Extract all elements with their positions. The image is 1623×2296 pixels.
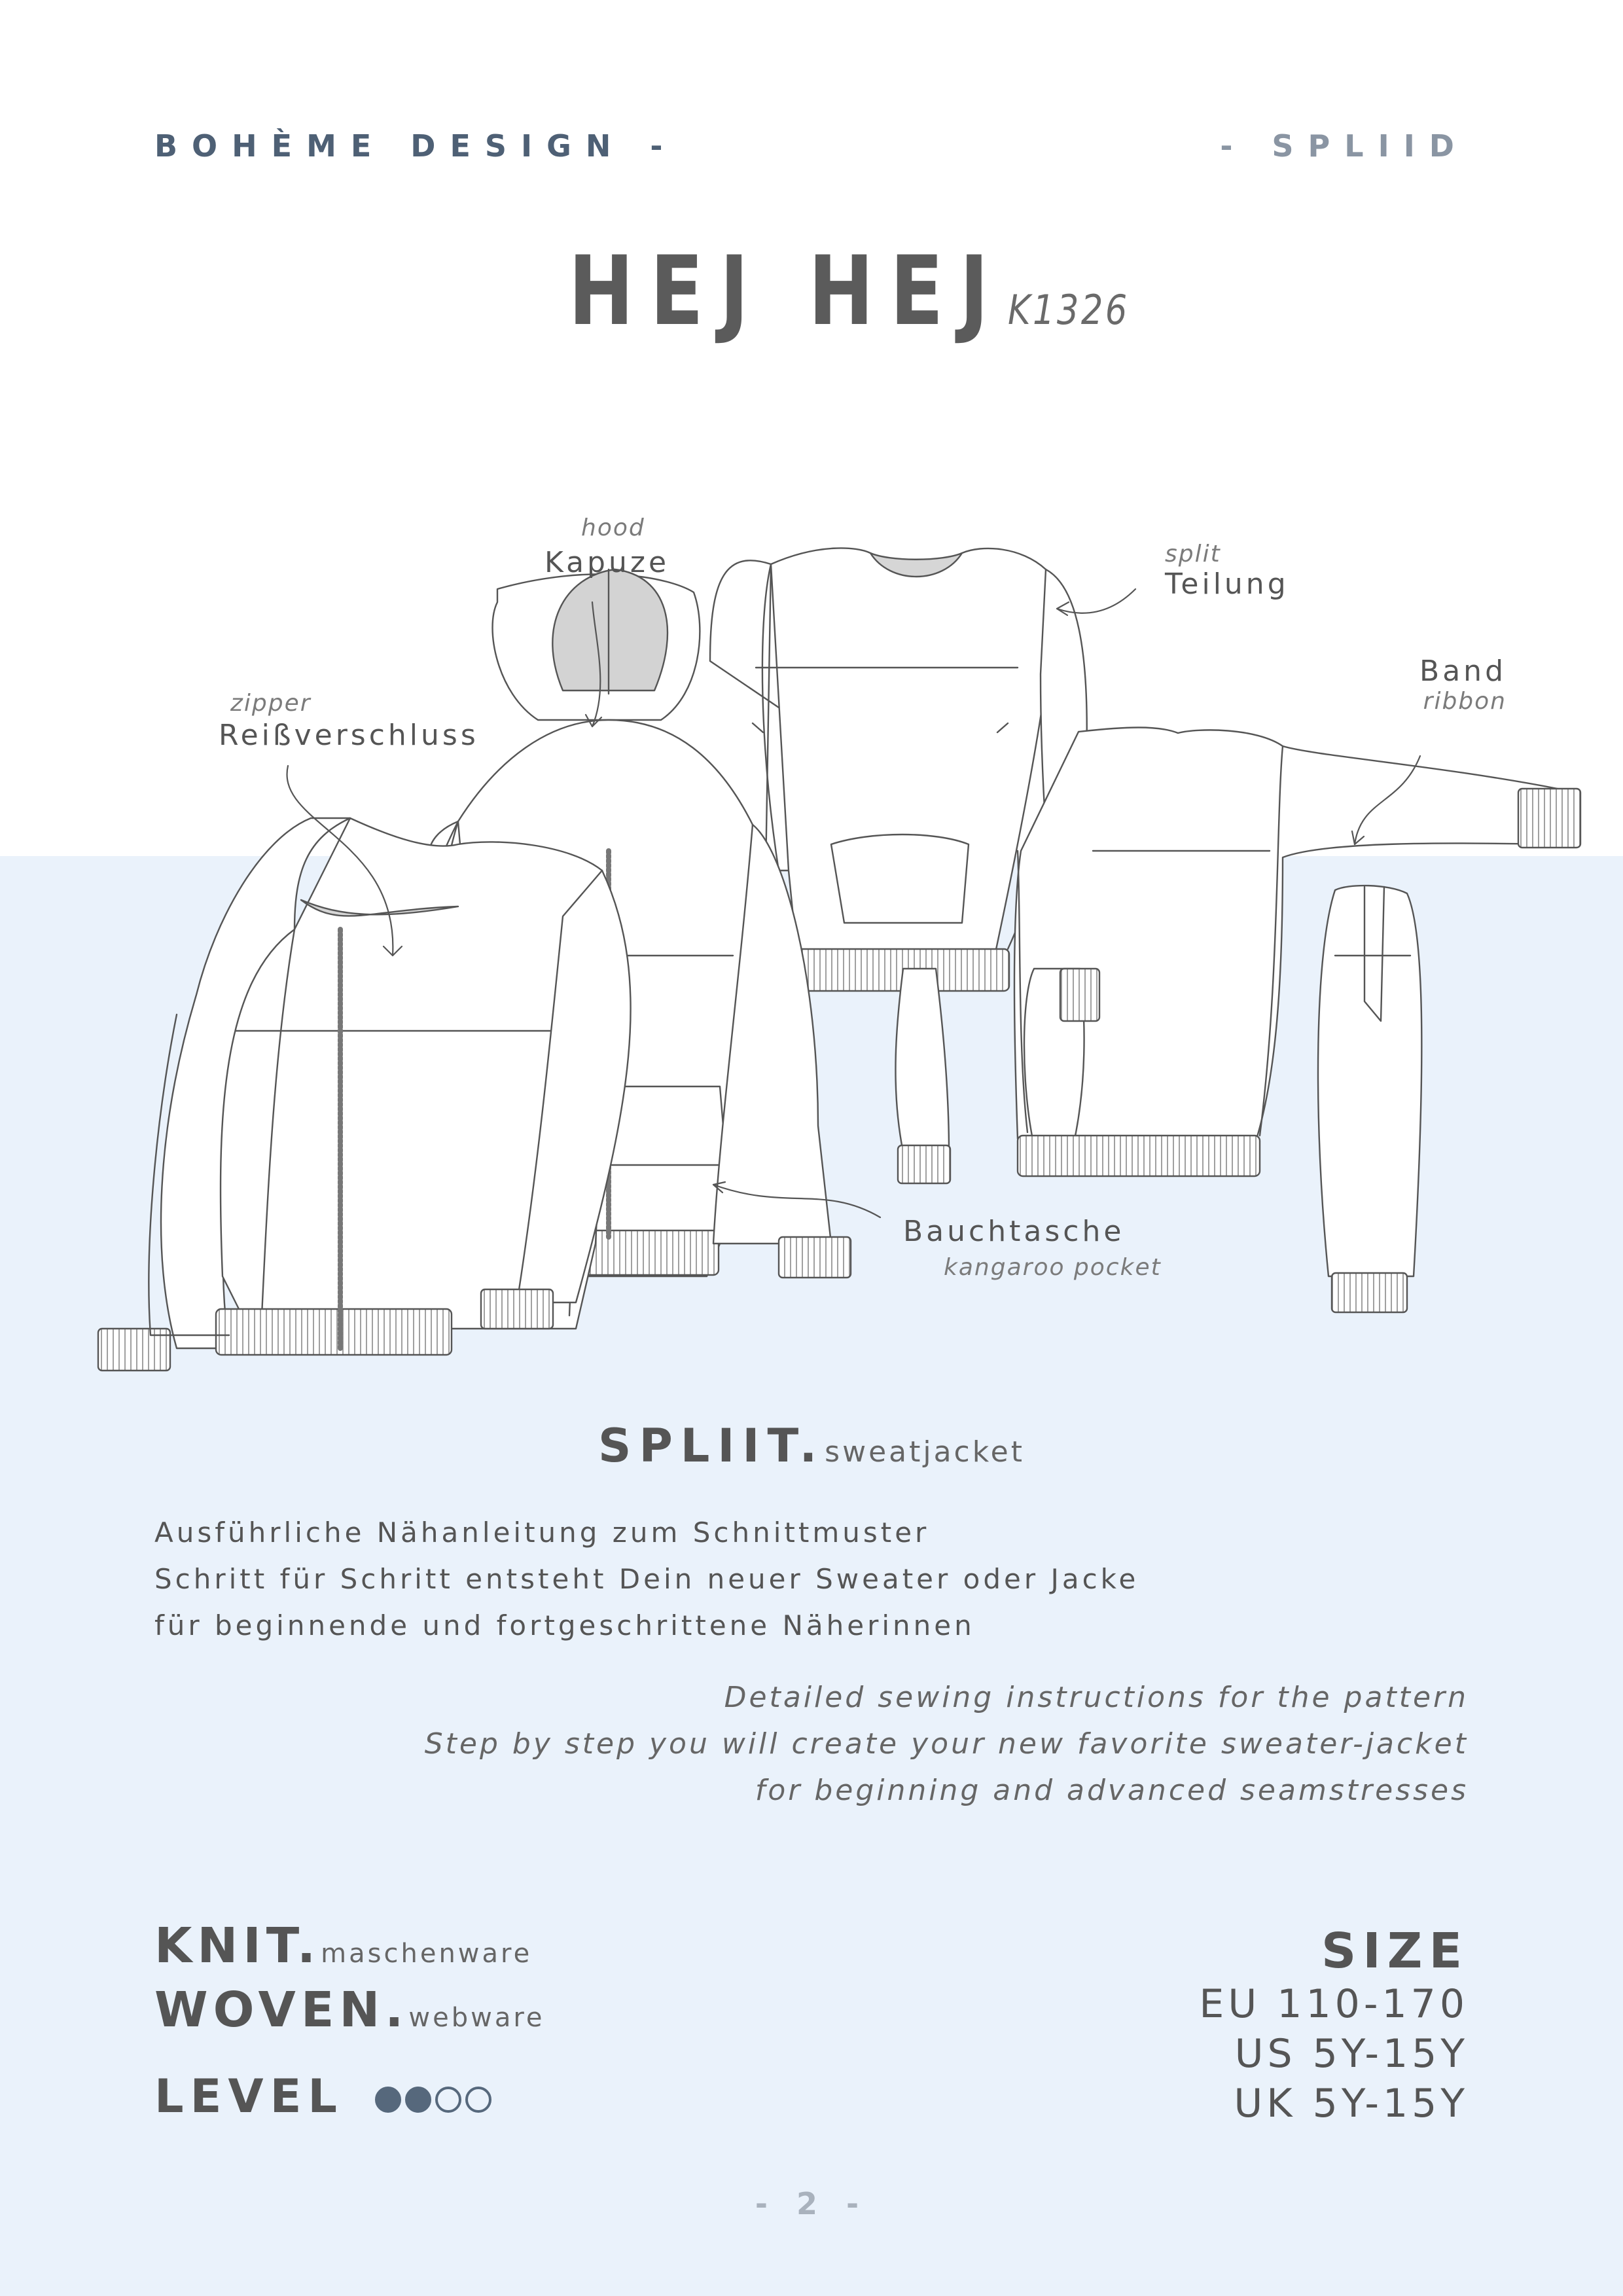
pocket-label-en-wrap xyxy=(944,1254,1162,1281)
pocket-label-de: Bauchtasche xyxy=(903,1215,1125,1248)
pocket-label-de-wrap xyxy=(903,1215,1124,1248)
brand-header-right: - SPLIID xyxy=(1220,128,1469,164)
product-type: sweatjacket xyxy=(825,1435,1025,1469)
level-dots xyxy=(375,2070,495,2123)
size-label: SIZE xyxy=(1321,1923,1469,1979)
level-dot-filled xyxy=(375,2087,401,2113)
level-label: LEVEL xyxy=(154,2070,344,2123)
split-label-de: Teilung xyxy=(1165,567,1289,601)
description-en-line: for beginning and advanced seamstresses xyxy=(755,1774,1469,1807)
sleeve-detail-illustration xyxy=(1318,886,1421,1312)
size-eu: EU 110-170 xyxy=(1199,1981,1469,2027)
size-info xyxy=(1199,1923,1469,2128)
description-german xyxy=(154,1509,1139,1649)
difficulty-level xyxy=(154,2070,495,2123)
ribbon-label xyxy=(1419,655,1507,715)
fabric-types xyxy=(154,1918,545,2046)
ribbon-label-en: ribbon xyxy=(1423,688,1507,715)
split-label xyxy=(1165,541,1289,601)
description-en-line: Step by step you will create your new favorite sweater-jacket xyxy=(424,1727,1469,1761)
hood-label-de: Kapuze xyxy=(544,546,670,579)
fabric-woven xyxy=(154,1982,545,2046)
product-name-main: SPLIIT. xyxy=(598,1419,825,1473)
description-de-line: Ausführliche Nähanleitung zum Schnittmuster xyxy=(154,1516,930,1549)
zipper-label-en: zipper xyxy=(230,690,312,717)
product-name xyxy=(0,1419,1623,1473)
zipper-label-en-wrap xyxy=(230,690,312,717)
pattern-code: K1326 xyxy=(1007,286,1130,334)
description-de-line: Schritt für Schritt entsteht Dein neuer Sweater oder Jacke xyxy=(154,1563,1139,1595)
hood-label-en: hood xyxy=(581,514,645,541)
level-dot-empty xyxy=(465,2087,491,2113)
fabric-woven-label: WOVEN. xyxy=(154,1982,409,2038)
fabric-knit-sub: maschenware xyxy=(321,1939,533,1969)
size-us: US 5Y-15Y xyxy=(1234,2031,1469,2077)
fabric-woven-sub: webware xyxy=(408,2003,545,2033)
size-uk: UK 5Y-15Y xyxy=(1234,2081,1469,2126)
hood-label xyxy=(581,514,645,541)
pocket-label-en: kangaroo pocket xyxy=(944,1254,1162,1281)
level-dot-filled xyxy=(405,2087,431,2113)
level-dot-empty xyxy=(435,2087,461,2113)
description-english xyxy=(425,1674,1469,1814)
page-number: - 2 - xyxy=(755,2186,868,2221)
zipper-label-de-wrap xyxy=(219,719,479,752)
pattern-title-main: HEJ HEJ xyxy=(567,236,1005,347)
description-de-line: für beginnende und fortgeschrittene Näherinnen xyxy=(154,1609,975,1641)
split-label-en: split xyxy=(1165,541,1221,567)
fabric-knit-label: KNIT. xyxy=(154,1918,321,1974)
bomber-jacket-illustration xyxy=(98,818,631,1371)
zipper-label-de: Reißverschluss xyxy=(219,719,479,752)
brand-header-left: BOHÈME DESIGN - xyxy=(154,128,677,164)
fabric-knit xyxy=(154,1918,545,1982)
hood-label-de-wrap xyxy=(544,546,669,579)
description-en-line: Detailed sewing instructions for the pattern xyxy=(724,1681,1469,1714)
ribbon-label-de: Band xyxy=(1419,655,1507,688)
